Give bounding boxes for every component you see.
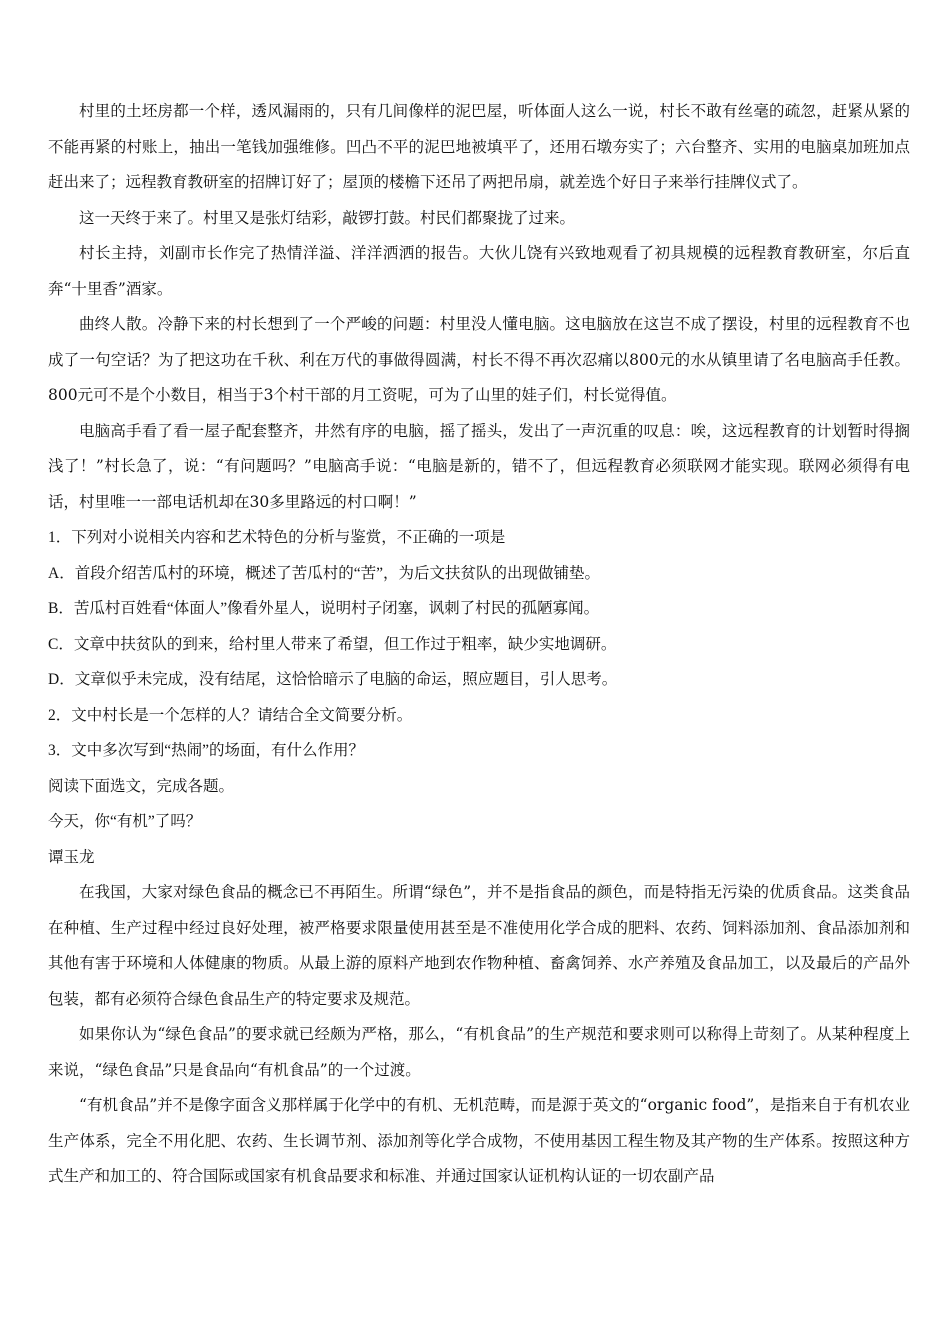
question-1-option-d: D．文章似乎未完成，没有结尾，这恰恰暗示了电脑的命运，照应题目，引人思考。 [48, 671, 618, 688]
question-2: 2．文中村长是一个怎样的人？请结合全文简要分析。 [48, 706, 413, 724]
story-paragraph-3: 村长主持，刘副市长作完了热情洋溢、洋洋洒洒的报告。大伙儿饶有兴致地观看了初具规模的远程教育教研室，尔后直奔“十里香”酒家。 [48, 244, 910, 298]
story-paragraph-2: 这一天终于来了。村里又是张灯结彩，敲锣打鼓。村民们都聚拢了过来。 [79, 208, 576, 227]
question-3: 3．文中多次写到“热闹”的场面，有什么作用？ [48, 742, 365, 759]
story-paragraph-1: 村里的土坯房都一个样，透风漏雨的，只有几间像样的泥巴屋，听体面人这么一说，村长不敢有丝毫的疏忽，赶紧从紧的不能再紧的村账上，抽出一笔钱加强维修。凹凸不平的泥巴地被填平了，还用石墩夯实了；六台整齐、实用的电脑桌加班加点赶出来了；远程教育教研室的招牌订好了；屋顶的楼檐下还吊了两把吊扇，就差选个好日子来举行挂牌仪式了。 [48, 102, 910, 191]
article-paragraph-1: 在我国，大家对绿色食品的概念已不再陌生。所谓“绿色”，并不是指食品的颜色，而是特指无污染的优质食品。这类食品在种植、生产过程中经过良好处理，被严格要求限量使用甚至是不准使用化学合成的肥料、农药、饲料添加剂、食品添加剂和其他有害于环境和人体健康的物质。从最上游的原料产地到农作物种植、畜禽饲养、水产养殖及食品加工，以及最后的产品外包装，都有必须符合绿色食品生产的特定要求及规范。 [48, 883, 910, 1008]
question-1-option-c: C．文章中扶贫队的到来，给村里人带来了希望，但工作过于粗率，缺少实地调研。 [48, 635, 617, 653]
question-1-option-a: A．首段介绍苦瓜村的环境，概述了苦瓜村的“苦”，为后文扶贫队的出现做铺垫。 [48, 564, 600, 582]
story-paragraph-4: 曲终人散。冷静下来的村长想到了一个严峻的问题：村里没人懂电脑。这电脑放在这岂不成了摆设，村里的远程教育不也成了一句空话？为了把这功在千秋、利在万代的事做得圆满，村长不得不再次忍痛以800元的水从镇里请了名电脑高手任教。800元可不是个小数目，相当于3个村干部的月工资呢，可为了山里的娃子们，村长觉得值。 [48, 315, 910, 404]
article-title: 今天，你“有机”了吗？ [48, 813, 202, 830]
reading-instruction: 阅读下面选文，完成各题。 [48, 777, 235, 795]
article-paragraph-2: 如果你认为“绿色食品”的要求就已经颇为严格，那么，“有机食品”的生产规范和要求则可以称得上苛刻了。从某种程度上来说，“绿色食品”只是食品向“有机食品”的一个过渡。 [48, 1025, 910, 1079]
question-1: 1．下列对小说相关内容和艺术特色的分析与鉴赏，不正确的一项是 [48, 529, 506, 546]
article-author: 谭玉龙 [48, 848, 95, 866]
document-page [48, 94, 910, 1195]
story-paragraph-5: 电脑高手看了看一屋子配套整齐，井然有序的电脑，摇了摇头，发出了一声沉重的叹息：唉，这远程教育的计划暂时得搁浅了！”村长急了，说：“有问题吗？”电脑高手说：“电脑是新的，错不了，但远程教育必须联网才能实现。联网必须得有电话，村里唯一一部电话机却在30多里路远的村口啊！” [48, 421, 910, 511]
article-paragraph-3: “有机食品”并不是像字面含义那样属于化学中的有机、无机范畴，而是源于英文的“organic food”，是指来自于有机农业生产体系，完全不用化肥、农药、生长调节剂、添加剂等化学合成物，不使用基因工程生物及其产物的生产体系。按照这种方式生产和加工的、符合国际或国家有机食品要求和标准、并通过国家认证机构认证的一切农副产品 [48, 1096, 910, 1185]
question-1-option-b: B．苦瓜村百姓看“体面人”像看外星人，说明村子闭塞，讽刺了村民的孤陋寡闻。 [48, 600, 600, 617]
